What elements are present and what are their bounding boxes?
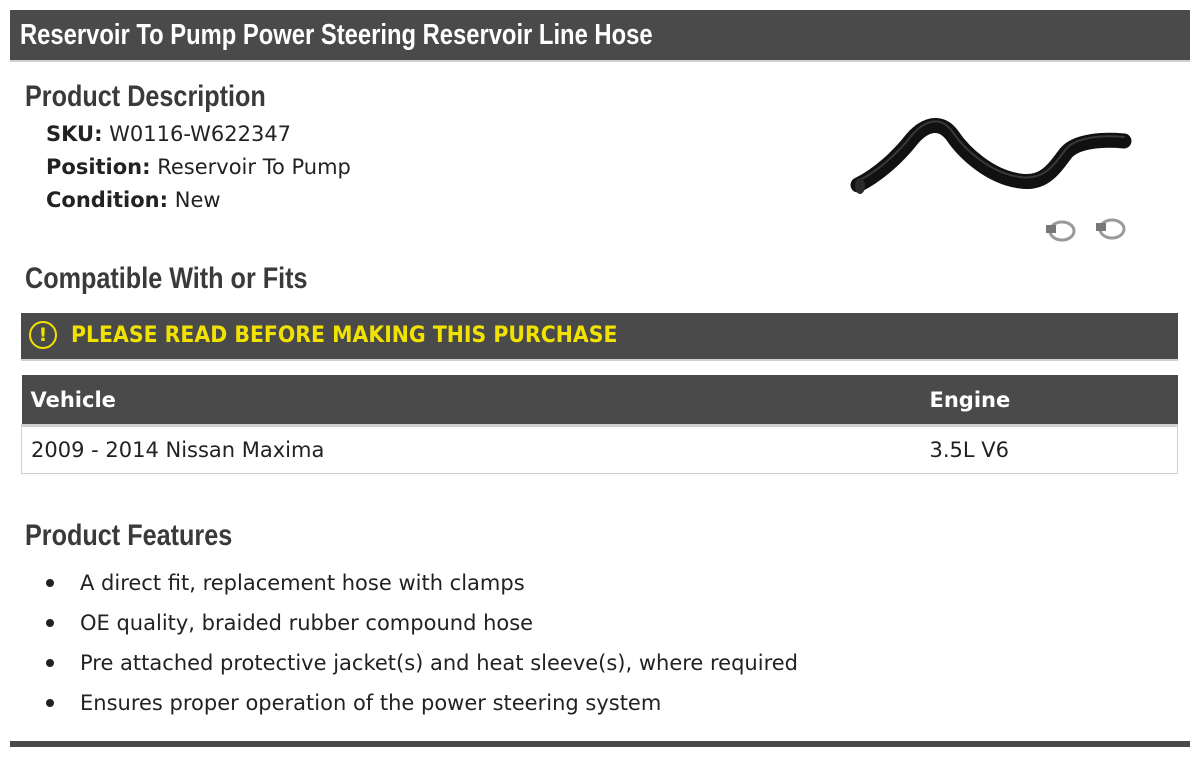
product-image <box>840 105 1150 255</box>
spec-sku-label: SKU: <box>46 122 103 146</box>
list-item <box>46 567 798 607</box>
bullet-icon <box>46 579 54 587</box>
compatibility-heading: Compatible With or Fits <box>25 262 308 295</box>
list-item <box>46 647 798 687</box>
title-bar <box>10 10 1190 62</box>
spec-position-label: Position: <box>46 155 151 179</box>
spec-sku <box>46 122 291 146</box>
spec-position-value: Reservoir To Pump <box>157 155 351 179</box>
bullet-icon <box>46 699 54 707</box>
features-list <box>46 567 798 727</box>
column-header-engine: Engine <box>921 375 1178 426</box>
spec-position <box>46 155 351 179</box>
fitment-table <box>21 375 1178 474</box>
bullet-icon <box>46 619 54 627</box>
exclamation-circle-icon: ! <box>29 321 57 349</box>
list-item <box>46 607 798 647</box>
spec-condition <box>46 188 221 212</box>
feature-text: OE quality, braided rubber compound hose <box>80 611 534 635</box>
cell-vehicle: 2009 - 2014 Nissan Maxima <box>22 426 921 474</box>
feature-text: A direct fit, replacement hose with clamps <box>80 571 525 595</box>
bottom-divider <box>10 741 1190 747</box>
product-features-heading: Product Features <box>25 519 233 552</box>
product-description-heading: Product Description <box>25 80 266 113</box>
table-header-row <box>22 375 1178 426</box>
feature-text: Pre attached protective jacket(s) and heat sleeve(s), where required <box>80 651 798 675</box>
page-title: Reservoir To Pump Power Steering Reservoir Line Hose <box>20 19 653 51</box>
purchase-warning-banner <box>21 313 1178 361</box>
warning-text: PLEASE READ BEFORE MAKING THIS PURCHASE <box>71 323 618 348</box>
hose-clamp-2 <box>1096 220 1124 238</box>
feature-text: Ensures proper operation of the power steering system <box>80 691 662 715</box>
hose-clamp-1 <box>1046 222 1074 240</box>
table-row <box>22 426 1178 474</box>
column-header-vehicle: Vehicle <box>22 375 921 426</box>
spec-condition-value: New <box>174 188 221 212</box>
spec-sku-value: W0116-W622347 <box>109 122 292 146</box>
list-item <box>46 687 798 727</box>
bullet-icon <box>46 659 54 667</box>
cell-engine: 3.5L V6 <box>921 426 1178 474</box>
spec-condition-label: Condition: <box>46 188 169 212</box>
hose-graphic <box>855 121 1124 194</box>
